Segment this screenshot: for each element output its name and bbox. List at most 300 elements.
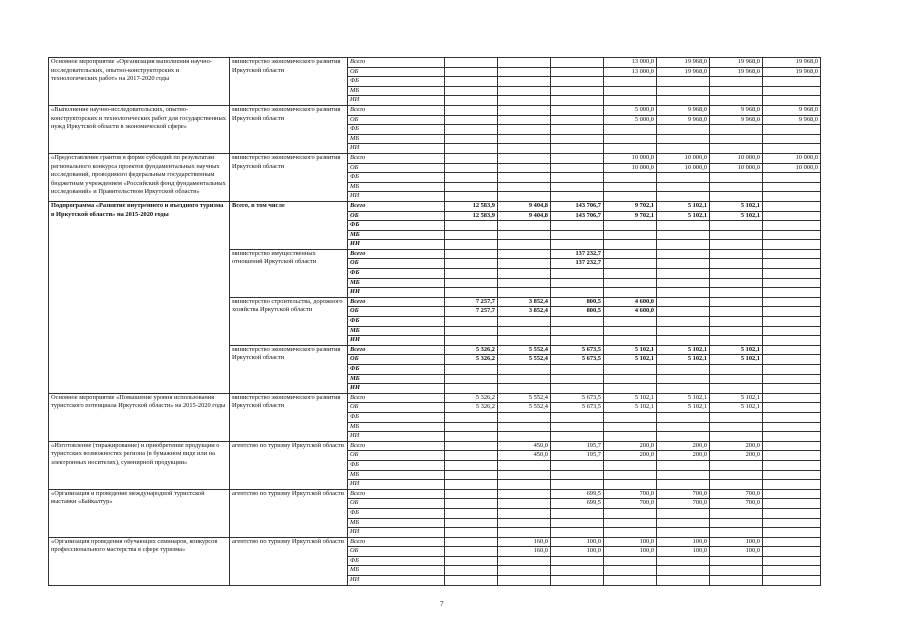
amount-cell: 200,0 (710, 441, 763, 451)
amount-cell: 100,0 (551, 537, 604, 547)
amount-cell (710, 288, 763, 298)
funding-source-cell: Всего (348, 393, 445, 403)
amount-cell (551, 288, 604, 298)
amount-cell (604, 144, 657, 154)
amount-cell: 5 673,5 (551, 345, 604, 355)
amount-cell (763, 240, 821, 250)
amount-cell: 5 102,1 (604, 345, 657, 355)
amount-cell (657, 144, 710, 154)
amount-cell (657, 470, 710, 480)
amount-cell (604, 384, 657, 394)
funding-source-cell: МБ (348, 278, 445, 288)
amount-cell (763, 192, 821, 202)
amount-cell (657, 374, 710, 384)
amount-cell (551, 58, 604, 68)
amount-cell: 137 232,7 (551, 259, 604, 269)
amount-cell (763, 470, 821, 480)
funding-source-cell: МБ (348, 326, 445, 336)
amount-cell (604, 96, 657, 106)
amount-cell (657, 269, 710, 279)
amount-cell (657, 480, 710, 490)
amount-cell (498, 508, 551, 518)
table-row (49, 489, 821, 499)
amount-cell (551, 67, 604, 77)
amount-cell (498, 269, 551, 279)
funding-source-cell: МБ (348, 566, 445, 576)
amount-cell (657, 307, 710, 317)
funding-source-cell: ОБ (348, 115, 445, 125)
amount-cell (498, 412, 551, 422)
amount-cell (604, 374, 657, 384)
amount-cell (657, 365, 710, 375)
amount-cell (763, 403, 821, 413)
amount-cell (763, 249, 821, 259)
amount-cell (498, 249, 551, 259)
amount-cell: 137 232,7 (551, 249, 604, 259)
funding-source-cell: Всего (348, 153, 445, 163)
amount-cell (604, 336, 657, 346)
amount-cell: 5 102,1 (657, 345, 710, 355)
executor-cell: агентство по туризму Иркутской области (230, 441, 348, 489)
amount-cell: 699,5 (551, 489, 604, 499)
amount-cell (710, 259, 763, 269)
amount-cell (657, 384, 710, 394)
amount-cell (445, 576, 498, 586)
funding-source-cell: ИИ (348, 288, 445, 298)
amount-cell: 4 600,0 (604, 297, 657, 307)
amount-cell: 19 968,0 (763, 58, 821, 68)
amount-cell: 4 600,0 (604, 307, 657, 317)
amount-cell (657, 230, 710, 240)
amount-cell (445, 173, 498, 183)
amount-cell (657, 518, 710, 528)
amount-cell (710, 192, 763, 202)
amount-cell: 9 968,0 (657, 105, 710, 115)
funding-source-cell: МБ (348, 470, 445, 480)
amount-cell (445, 508, 498, 518)
amount-cell: 195,7 (551, 451, 604, 461)
amount-cell (551, 240, 604, 250)
funding-source-cell: ОБ (348, 547, 445, 557)
amount-cell: 9 702,1 (604, 201, 657, 211)
amount-cell (763, 489, 821, 499)
amount-cell: 5 102,1 (604, 393, 657, 403)
amount-cell: 19 968,0 (657, 67, 710, 77)
amount-cell (657, 576, 710, 586)
activity-name-cell: Подпрограмма «Развитие внутреннего и въездного туризма в Иркутской области» на 2015-2020 годы (49, 201, 230, 393)
amount-cell (763, 460, 821, 470)
amount-cell (445, 288, 498, 298)
amount-cell (763, 451, 821, 461)
amount-cell (657, 278, 710, 288)
amount-cell (763, 441, 821, 451)
amount-cell (551, 278, 604, 288)
amount-cell (710, 297, 763, 307)
amount-cell (498, 115, 551, 125)
amount-cell (551, 460, 604, 470)
amount-cell (604, 317, 657, 327)
amount-cell (604, 432, 657, 442)
amount-cell (763, 336, 821, 346)
amount-cell (657, 288, 710, 298)
amount-cell (710, 518, 763, 528)
activity-name-cell: «Выполнение научно-исследовательских, опытно-конструкторских и технологических работ для государственных нужд Иркутской области в экономической сфере» (49, 105, 230, 153)
amount-cell (498, 86, 551, 96)
executor-cell: министерство экономического развития Иркутской области (230, 105, 348, 153)
table-row (49, 58, 821, 68)
amount-cell (551, 480, 604, 490)
amount-cell (498, 432, 551, 442)
amount-cell (551, 556, 604, 566)
funding-source-cell: МБ (348, 86, 445, 96)
amount-cell (498, 144, 551, 154)
executor-cell: министерство экономического развития Иркутской области (230, 58, 348, 106)
amount-cell: 9 968,0 (710, 105, 763, 115)
amount-cell (551, 269, 604, 279)
amount-cell (604, 326, 657, 336)
amount-cell (710, 470, 763, 480)
amount-cell: 10 000,0 (657, 153, 710, 163)
amount-cell: 100,0 (604, 537, 657, 547)
amount-cell (710, 336, 763, 346)
funding-source-cell: ФБ (348, 556, 445, 566)
amount-cell: 5 326,2 (445, 355, 498, 365)
amount-cell: 5 102,1 (604, 403, 657, 413)
amount-cell (445, 144, 498, 154)
amount-cell (445, 374, 498, 384)
amount-cell (657, 249, 710, 259)
amount-cell (657, 566, 710, 576)
amount-cell (657, 240, 710, 250)
funding-source-cell: МБ (348, 422, 445, 432)
amount-cell (445, 460, 498, 470)
amount-cell (604, 259, 657, 269)
executor-cell: министерство экономического развития Иркутской области (230, 393, 348, 441)
amount-cell (498, 105, 551, 115)
amount-cell: 800,5 (551, 307, 604, 317)
amount-cell (763, 297, 821, 307)
amount-cell: 200,0 (657, 451, 710, 461)
amount-cell (445, 153, 498, 163)
amount-cell (551, 182, 604, 192)
amount-cell (763, 211, 821, 221)
amount-cell (551, 422, 604, 432)
amount-cell (604, 288, 657, 298)
funding-source-cell: МБ (348, 134, 445, 144)
amount-cell (604, 278, 657, 288)
amount-cell (498, 576, 551, 586)
amount-cell (710, 125, 763, 135)
amount-cell (604, 576, 657, 586)
amount-cell: 143 706,7 (551, 211, 604, 221)
amount-cell (604, 365, 657, 375)
amount-cell (604, 480, 657, 490)
amount-cell (763, 326, 821, 336)
activity-name-cell: «Изготовление (тиражирование) и приобретение продукции о туристских возможностях региона (в бумажном виде или на электронных носителях), сувенирной продукции» (49, 441, 230, 489)
amount-cell (710, 134, 763, 144)
amount-cell (445, 259, 498, 269)
amount-cell (498, 240, 551, 250)
funding-source-cell: ФБ (348, 77, 445, 87)
amount-cell: 12 583,9 (445, 211, 498, 221)
amount-cell (445, 163, 498, 173)
funding-source-cell: Всего (348, 345, 445, 355)
amount-cell (710, 432, 763, 442)
amount-cell (657, 173, 710, 183)
amount-cell (445, 528, 498, 538)
amount-cell (551, 86, 604, 96)
amount-cell (604, 240, 657, 250)
funding-source-cell: ИИ (348, 144, 445, 154)
activity-name-cell: Основное мероприятие «Повышение уровня использования туристского потенциала Иркутской области» на 2015-2020 годы (49, 393, 230, 441)
funding-source-cell: ФБ (348, 125, 445, 135)
amount-cell (551, 374, 604, 384)
amount-cell (604, 508, 657, 518)
amount-cell (710, 566, 763, 576)
amount-cell (445, 470, 498, 480)
amount-cell (604, 77, 657, 87)
amount-cell (498, 384, 551, 394)
funding-source-cell: МБ (348, 230, 445, 240)
amount-cell (763, 86, 821, 96)
amount-cell (604, 518, 657, 528)
amount-cell (763, 365, 821, 375)
amount-cell: 5 102,1 (657, 355, 710, 365)
amount-cell: 5 102,1 (657, 403, 710, 413)
amount-cell (445, 240, 498, 250)
amount-cell (604, 422, 657, 432)
amount-cell: 100,0 (710, 547, 763, 557)
amount-cell (498, 192, 551, 202)
amount-cell (445, 96, 498, 106)
amount-cell (445, 125, 498, 135)
funding-source-cell: ИИ (348, 336, 445, 346)
amount-cell: 5 552,4 (498, 355, 551, 365)
amount-cell (445, 547, 498, 557)
amount-cell (604, 192, 657, 202)
amount-cell: 10 000,0 (604, 163, 657, 173)
funding-source-cell: ОБ (348, 259, 445, 269)
amount-cell: 9 968,0 (710, 115, 763, 125)
amount-cell (763, 556, 821, 566)
amount-cell (551, 144, 604, 154)
amount-cell (763, 144, 821, 154)
amount-cell: 9 968,0 (763, 115, 821, 125)
amount-cell (763, 134, 821, 144)
amount-cell (710, 173, 763, 183)
executor-cell: министерство экономического развития Иркутской области (230, 153, 348, 201)
amount-cell (445, 58, 498, 68)
executor-cell: Всего, в том числе (230, 201, 348, 249)
amount-cell (551, 336, 604, 346)
amount-cell (551, 518, 604, 528)
amount-cell (551, 115, 604, 125)
amount-cell (551, 508, 604, 518)
amount-cell (657, 528, 710, 538)
amount-cell (498, 489, 551, 499)
amount-cell: 19 968,0 (657, 58, 710, 68)
amount-cell (710, 317, 763, 327)
funding-source-cell: ОБ (348, 163, 445, 173)
funding-source-cell: ОБ (348, 307, 445, 317)
amount-cell: 5 102,1 (657, 211, 710, 221)
amount-cell: 5 102,1 (604, 355, 657, 365)
amount-cell (763, 182, 821, 192)
amount-cell (498, 556, 551, 566)
amount-cell (551, 105, 604, 115)
funding-source-cell: Всего (348, 537, 445, 547)
amount-cell (604, 230, 657, 240)
amount-cell (763, 230, 821, 240)
table-row (49, 153, 821, 163)
amount-cell: 10 000,0 (710, 163, 763, 173)
funding-source-cell: ФБ (348, 460, 445, 470)
amount-cell (710, 230, 763, 240)
amount-cell: 5 102,1 (710, 393, 763, 403)
amount-cell: 800,5 (551, 297, 604, 307)
amount-cell: 450,0 (498, 451, 551, 461)
amount-cell (551, 576, 604, 586)
amount-cell (551, 528, 604, 538)
amount-cell (551, 125, 604, 135)
amount-cell (763, 528, 821, 538)
amount-cell: 699,5 (551, 499, 604, 509)
amount-cell (498, 336, 551, 346)
amount-cell (498, 182, 551, 192)
table-row (49, 441, 821, 451)
executor-cell: министерство строительства, дорожного хозяйства Иркутской области (230, 297, 348, 345)
amount-cell (710, 307, 763, 317)
amount-cell (657, 221, 710, 231)
amount-cell (445, 365, 498, 375)
amount-cell (763, 576, 821, 586)
amount-cell (498, 58, 551, 68)
amount-cell (657, 297, 710, 307)
amount-cell (445, 441, 498, 451)
amount-cell (551, 163, 604, 173)
amount-cell: 195,7 (551, 441, 604, 451)
funding-source-cell: ФБ (348, 221, 445, 231)
amount-cell (498, 67, 551, 77)
amount-cell: 5 552,4 (498, 403, 551, 413)
funding-source-cell: ИИ (348, 240, 445, 250)
funding-source-cell: ИИ (348, 576, 445, 586)
amount-cell (445, 182, 498, 192)
amount-cell: 5 102,1 (657, 393, 710, 403)
amount-cell: 100,0 (657, 547, 710, 557)
amount-cell: 5 102,1 (710, 211, 763, 221)
funding-source-cell: ОБ (348, 355, 445, 365)
amount-cell: 19 968,0 (763, 67, 821, 77)
amount-cell: 700,0 (657, 489, 710, 499)
amount-cell (551, 230, 604, 240)
amount-cell (763, 508, 821, 518)
amount-cell: 100,0 (710, 537, 763, 547)
funding-source-cell: МБ (348, 182, 445, 192)
amount-cell (657, 134, 710, 144)
amount-cell (763, 384, 821, 394)
amount-cell: 143 706,7 (551, 201, 604, 211)
amount-cell (657, 508, 710, 518)
amount-cell (445, 326, 498, 336)
amount-cell: 10 000,0 (763, 153, 821, 163)
amount-cell (498, 259, 551, 269)
amount-cell (657, 326, 710, 336)
amount-cell: 5 326,2 (445, 393, 498, 403)
amount-cell: 5 552,4 (498, 393, 551, 403)
amount-cell (551, 153, 604, 163)
amount-cell (445, 269, 498, 279)
amount-cell (710, 96, 763, 106)
funding-source-cell: ФБ (348, 508, 445, 518)
amount-cell: 9 404,8 (498, 201, 551, 211)
amount-cell (710, 86, 763, 96)
amount-cell (445, 432, 498, 442)
amount-cell (763, 355, 821, 365)
amount-cell (657, 86, 710, 96)
amount-cell (445, 451, 498, 461)
amount-cell (710, 240, 763, 250)
amount-cell (551, 470, 604, 480)
amount-cell (710, 77, 763, 87)
amount-cell (498, 163, 551, 173)
amount-cell (498, 77, 551, 87)
amount-cell (604, 556, 657, 566)
amount-cell (710, 576, 763, 586)
amount-cell (498, 317, 551, 327)
amount-cell (763, 480, 821, 490)
amount-cell (498, 470, 551, 480)
amount-cell (445, 384, 498, 394)
amount-cell (498, 480, 551, 490)
amount-cell: 7 257,7 (445, 297, 498, 307)
amount-cell: 9 702,1 (604, 211, 657, 221)
amount-cell: 5 326,2 (445, 403, 498, 413)
amount-cell (445, 480, 498, 490)
amount-cell (710, 384, 763, 394)
amount-cell (710, 508, 763, 518)
amount-cell: 19 968,0 (710, 67, 763, 77)
amount-cell: 5 000,0 (604, 105, 657, 115)
amount-cell (657, 259, 710, 269)
funding-source-cell: Всего (348, 489, 445, 499)
amount-cell (763, 201, 821, 211)
amount-cell (445, 192, 498, 202)
executor-cell: агентство по туризму Иркутской области (230, 489, 348, 537)
table-row (49, 201, 821, 211)
amount-cell (498, 326, 551, 336)
amount-cell: 100,0 (657, 537, 710, 547)
amount-cell (657, 77, 710, 87)
amount-cell (551, 412, 604, 422)
amount-cell (498, 422, 551, 432)
amount-cell (763, 77, 821, 87)
amount-cell: 5 552,4 (498, 345, 551, 355)
funding-source-cell: ОБ (348, 211, 445, 221)
funding-source-cell: Всего (348, 201, 445, 211)
funding-source-cell: ИИ (348, 528, 445, 538)
amount-cell (763, 221, 821, 231)
amount-cell: 9 968,0 (657, 115, 710, 125)
amount-cell (551, 77, 604, 87)
amount-cell (710, 144, 763, 154)
amount-cell (445, 134, 498, 144)
amount-cell (710, 528, 763, 538)
amount-cell: 100,0 (551, 547, 604, 557)
amount-cell (763, 317, 821, 327)
amount-cell (710, 374, 763, 384)
amount-cell (445, 249, 498, 259)
